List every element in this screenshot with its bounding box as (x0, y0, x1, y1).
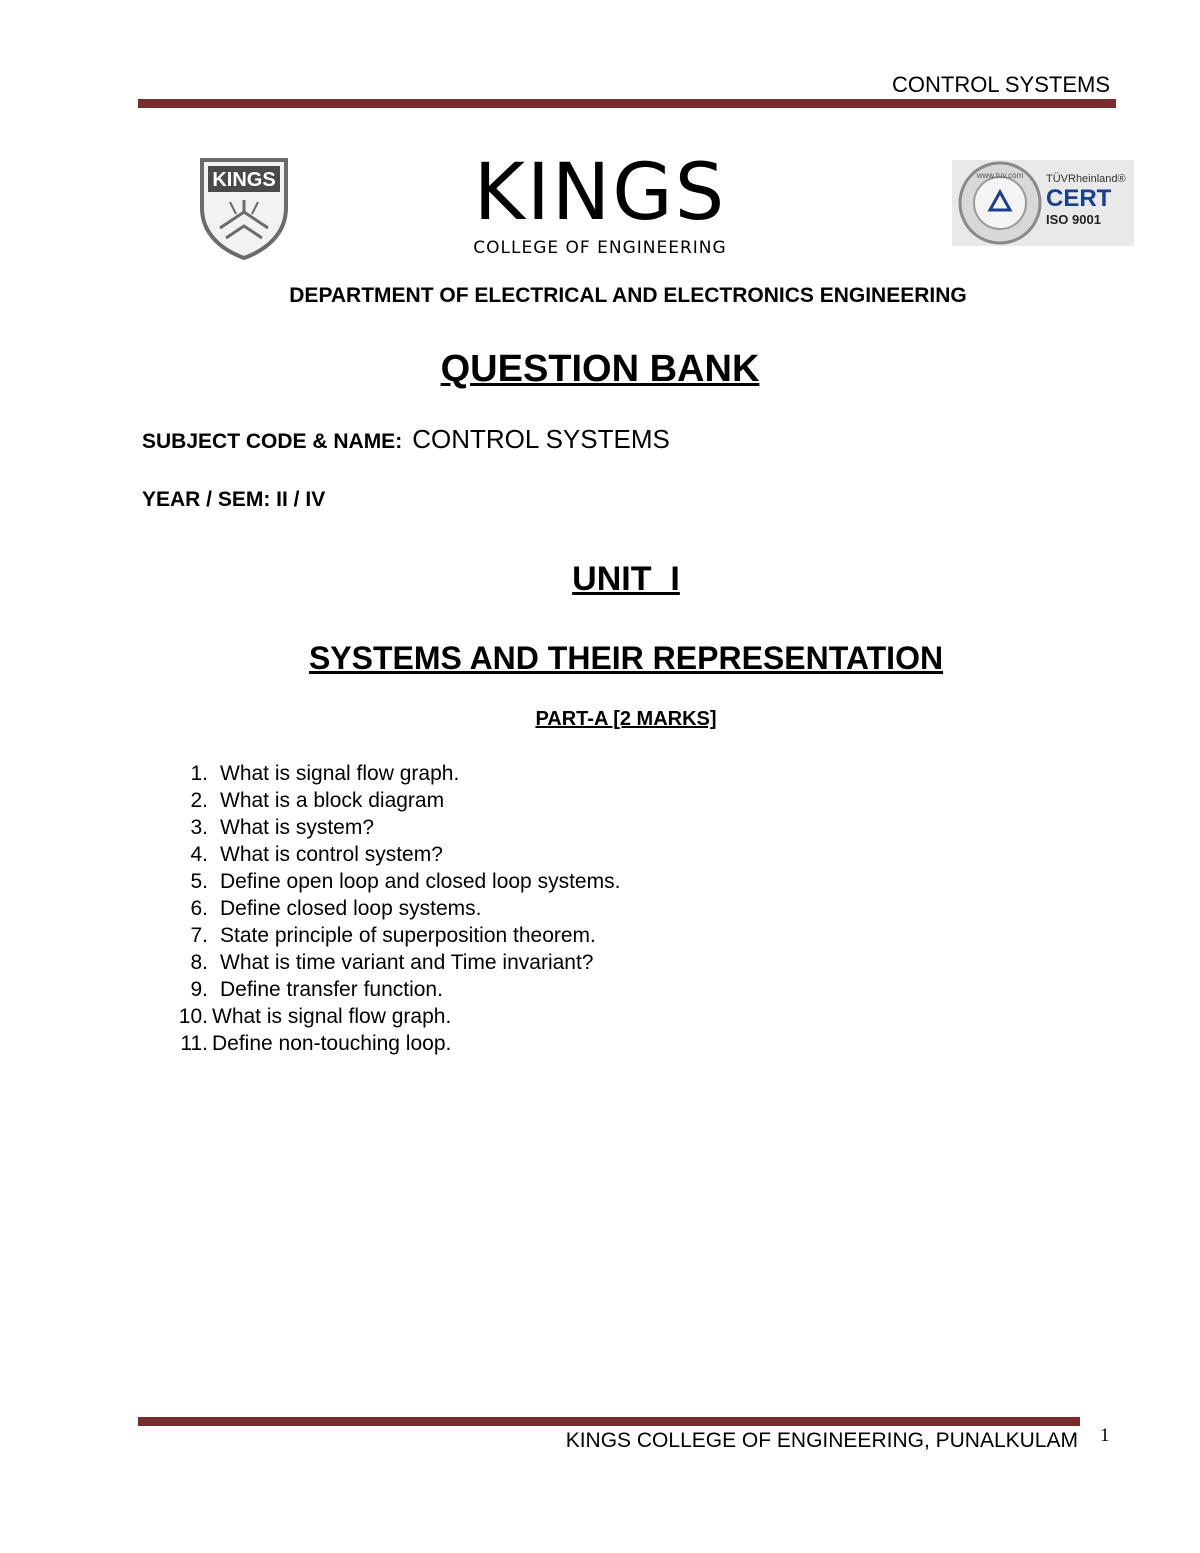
year-sem-line: YEAR / SEM: II / IV (142, 488, 326, 511)
seal-text: www.tuv.com (976, 171, 1024, 180)
subject-value: CONTROL SYSTEMS (412, 424, 670, 454)
unit-heading (26, 560, 1200, 599)
list-item: 3. What is system? (190, 816, 375, 839)
brand-name: KINGS (473, 148, 727, 238)
shield-text: KINGS (212, 169, 276, 191)
iso-cert-badge (952, 160, 1134, 246)
list-item: 9. Define transfer function. (190, 978, 443, 1001)
unit-title: SYSTEMS AND THEIR REPRESENTATION (308, 640, 944, 676)
part-heading: PART-A [2 MARKS] (535, 708, 717, 730)
cert-brand: TÜVRheinland® (1046, 173, 1126, 185)
list-item: 2. What is a block diagram (190, 789, 445, 812)
list-item: 7. State principle of superposition theorem. (190, 924, 596, 947)
subject-line (142, 424, 670, 455)
list-item: 1. What is signal flow graph. (190, 762, 460, 785)
question-list (160, 760, 620, 1057)
department-heading: DEPARTMENT OF ELECTRICAL AND ELECTRONICS ENGINEERING (289, 284, 967, 307)
list-item: 10. What is signal flow graph. (178, 1005, 452, 1028)
list-item: 11. Define non-touching loop. (180, 1032, 452, 1055)
footer-text: KINGS COLLEGE OF ENGINEERING, PUNALKULAM (565, 1429, 1078, 1452)
cert-title: CERT (1046, 185, 1112, 212)
page-number: 1 (1100, 1425, 1110, 1446)
running-header-title: CONTROL SYSTEMS (892, 72, 1110, 97)
brand-subtitle: COLLEGE OF ENGINEERING (473, 238, 727, 258)
cert-standard: ISO 9001 (1046, 212, 1101, 227)
unit-heading-text: UNIT I (572, 560, 680, 598)
subject-label: SUBJECT CODE & NAME: (142, 430, 403, 453)
list-item: 6. Define closed loop systems. (190, 897, 482, 920)
document-title: QUESTION BANK (440, 348, 760, 390)
list-item: 5. Define open loop and closed loop systems. (190, 870, 621, 893)
header-rule (138, 99, 1116, 108)
footer-rule (138, 1417, 1080, 1426)
list-item: 8. What is time variant and Time invariant? (190, 951, 594, 974)
list-item: 4. What is control system? (190, 843, 443, 866)
